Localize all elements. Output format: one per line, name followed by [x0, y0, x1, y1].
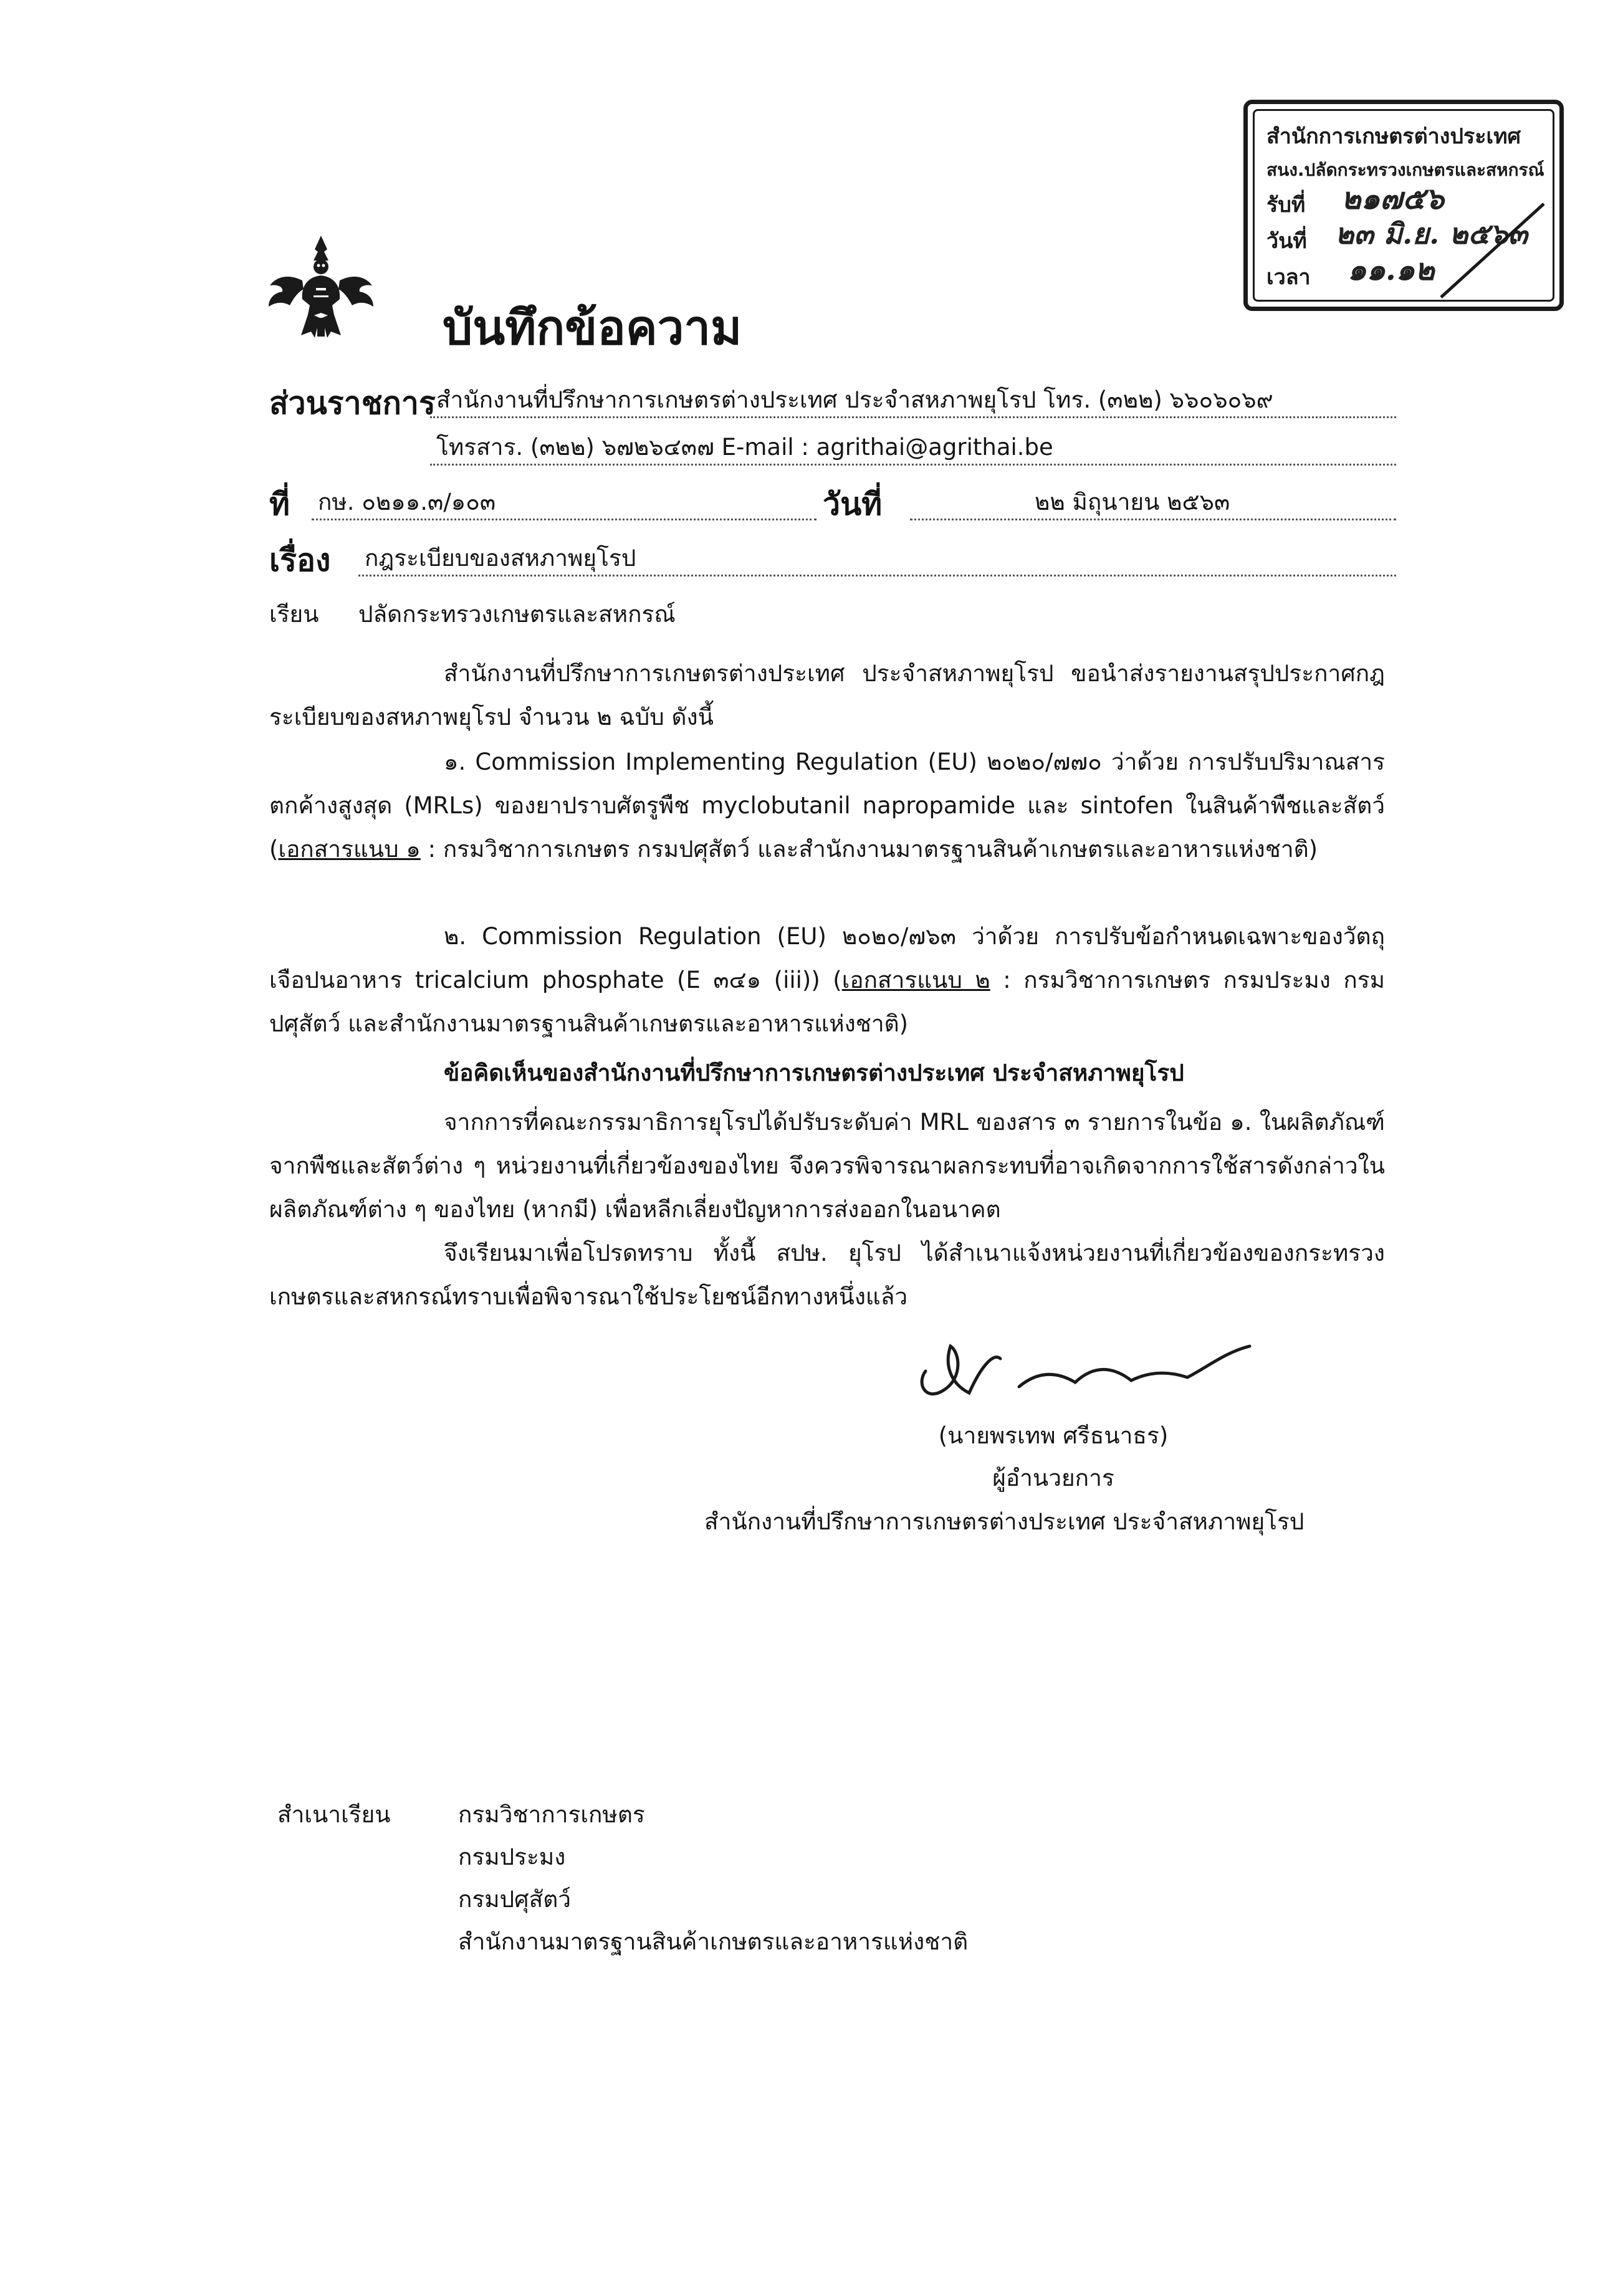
stamp-time-value: ๑๑.๑๒ — [1348, 252, 1435, 287]
stamp-date-label: วันที่ — [1266, 229, 1307, 254]
stamp-office-line1: สำนักการเกษตรต่างประเทศ — [1266, 124, 1521, 149]
item1-text: ๑. Commission Implementing Regulation (EU) ๒๐๒๐/๗๗๐ ว่าด้วย การปรับปริมาณสารตกค้างสูงสุด (MRLs) ของยาปราบศัตรูพืช myclobutanil napropamide และ sintofen ในสินค้าพืชและสัตว์ ( — [269, 749, 1385, 863]
item1-paragraph — [269, 740, 1385, 871]
cc-item: กรมวิชาการเกษตร — [458, 1801, 645, 1828]
cc-item: สำนักงานมาตรฐานสินค้าเกษตรและอาหารแห่งชาติ — [458, 1928, 969, 1955]
agency-dotline — [430, 416, 1396, 418]
agency-dotline-2 — [430, 464, 1396, 466]
closing-paragraph: จึงเรียนมาเพื่อโปรดทราบ ทั้งนี้ สปษ. ยุโรป ได้สำเนาแจ้งหน่วยงานที่เกี่ยวข้องของกระทรวงเกษตรและสหกรณ์ทราบเพื่อพิจารณาใช้ประโยชน์อีกทางหนึ่งแล้ว — [269, 1240, 1385, 1310]
opinion-paragraph: จากการที่คณะกรรมาธิการยุโรปได้ปรับระดับค่า MRL ของสาร ๓ รายการในข้อ ๑. ในผลิตภัณฑ์จากพืชและสัตว์ต่าง ๆ หน่วยงานที่เกี่ยวข้องของไทย จึงควรพิจารณาผลกระทบที่อาจเกิดจากการใช้สารดังกล่าวในผลิตภัณฑ์ต่าง ๆ ของไทย (หากมี) เพื่อหลีกเลี่ยงปัญหาการส่งออกในอนาคต — [269, 1109, 1385, 1223]
garuda-emblem-icon — [265, 231, 377, 343]
agency-label: ส่วนราชการ — [269, 385, 436, 421]
ref-label: ที่ — [269, 486, 290, 522]
date-label: วันที่ — [823, 486, 883, 522]
intro-paragraph: สำนักงานที่ปรึกษาการเกษตรต่างประเทศ ประจำสหภาพยุโรป ขอนำส่งรายงานสรุปประกาศกฎระเบียบของสหภาพยุโรป จำนวน ๒ ฉบับ ดังนี้ — [269, 660, 1385, 730]
opinion-heading: ข้อคิดเห็นของสำนักงานที่ปรึกษาการเกษตรต่างประเทศ ประจำสหภาพยุโรป — [444, 1060, 1184, 1086]
item2-text: ๒. Commission Regulation (EU) ๒๐๒๐/๗๖๓ ว่าด้วย การปรับข้อกำหนดเฉพาะของวัตถุเจือปนอาหาร tricalcium phosphate (E ๓๔๑ (iii)) ( — [269, 923, 1385, 993]
item2-paragraph — [269, 915, 1385, 1046]
item1-text-end: : กรมวิชาการเกษตร กรมปศุสัตว์ และสำนักงานมาตรฐานสินค้าเกษตรและอาหารแห่งชาติ) — [420, 836, 1318, 863]
stamp-received-label: รับที่ — [1266, 193, 1306, 218]
cc-item: กรมปศุสัตว์ — [458, 1886, 572, 1913]
date-dotline — [910, 519, 1396, 520]
subject-dotline — [358, 575, 1396, 576]
receiving-stamp — [1243, 100, 1564, 311]
to-label: เรียน — [269, 601, 319, 628]
signer-name: (นายพรเทพ ศรีธนาธร) — [938, 1422, 1169, 1449]
signer-office: สำนักงานที่ปรึกษาการเกษตรต่างประเทศ ประจำสหภาพยุโรป — [704, 1508, 1305, 1535]
stamp-time-label: เวลา — [1266, 265, 1311, 290]
signature — [913, 1327, 1262, 1409]
to-value: ปลัดกระทรวงเกษตรและสหกรณ์ — [358, 601, 676, 628]
item2-text-end: : กรมวิชาการเกษตร กรมประมง กรมปศุสัตว์ และสำนักงานมาตรฐานสินค้าเกษตรและอาหารแห่งชาติ) — [269, 967, 1385, 1037]
ref-value: กษ. ๐๒๑๑.๓/๑๐๓ — [318, 489, 496, 515]
subject-value: กฎระเบียบของสหภาพยุโรป — [365, 545, 636, 572]
agency-line1: สำนักงานที่ปรึกษาการเกษตรต่างประเทศ ประจำสหภาพยุโรป โทร. (๓๒๒) ๖๖๐๖๐๖๙ — [436, 386, 1273, 413]
attachment1-link[interactable]: เอกสารแนบ ๑ — [278, 836, 421, 863]
page-title: บันทึกข้อความ — [443, 300, 742, 355]
stamp-slash-icon — [1435, 198, 1547, 304]
stamp-office-line2: สนง.ปลัดกระทรวงเกษตรและสหกรณ์ — [1266, 160, 1544, 180]
ref-dotline — [312, 519, 816, 520]
cc-label: สำเนาเรียน — [277, 1801, 391, 1828]
date-value: ๒๒ มิถุนายน ๒๕๖๓ — [1035, 489, 1230, 515]
agency-line2: โทรสาร. (๓๒๒) ๖๗๒๖๔๓๗ E-mail : agrithai@agrithai.be — [436, 434, 1053, 461]
stamp-date-value: ๒๓ มิ.ย. ๒๕๖๓ — [1335, 217, 1528, 251]
attachment2-link[interactable]: เอกสารแนบ ๒ — [841, 967, 990, 993]
stamp-received-value: ๒๑๗๕๖ — [1341, 181, 1444, 216]
signer-position: ผู้อำนวยการ — [992, 1465, 1114, 1491]
cc-item: กรมประมง — [458, 1844, 566, 1870]
subject-label: เรื่อง — [269, 542, 331, 578]
